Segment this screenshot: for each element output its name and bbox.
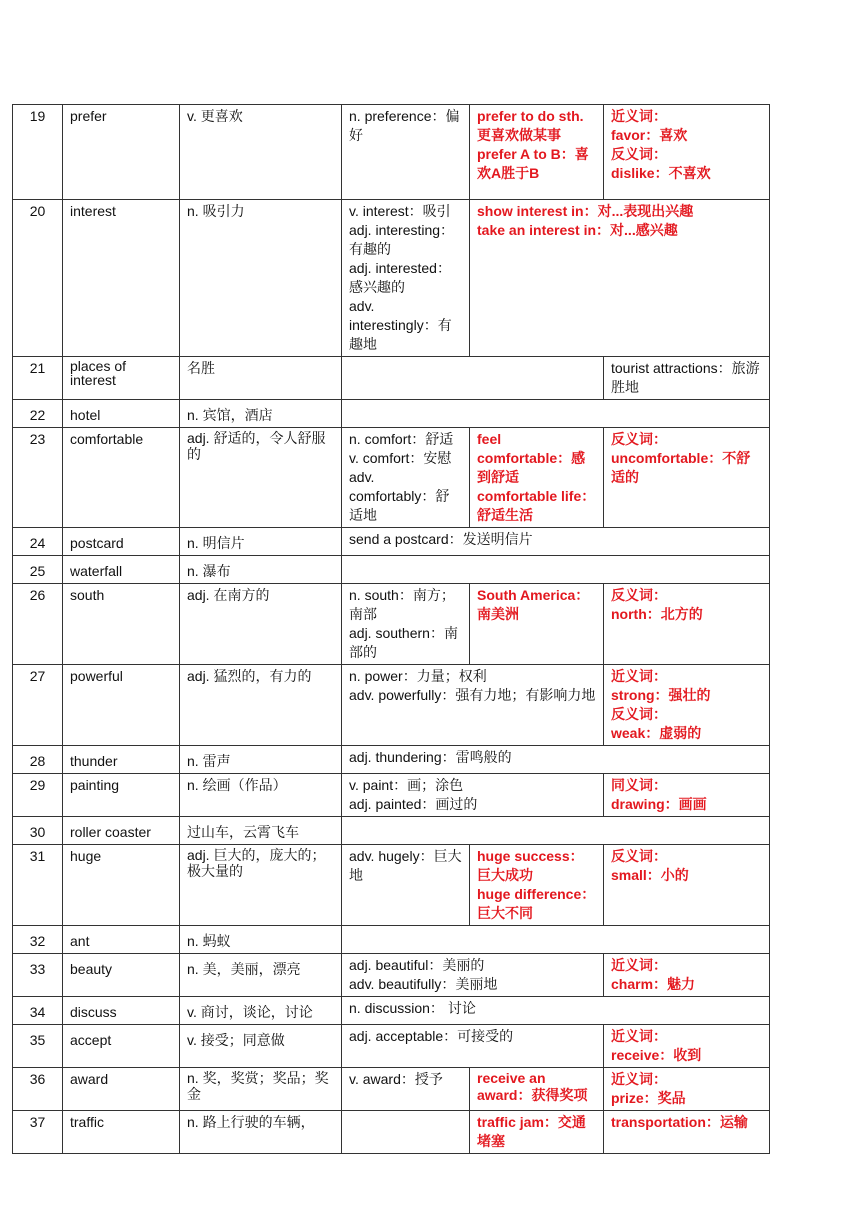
synonym-entry: receive：收到 bbox=[611, 1047, 702, 1063]
table-row bbox=[13, 428, 770, 528]
antonym-entry: north：北方的 bbox=[611, 606, 703, 622]
synonym-entry: tourist attractions：旅游胜地 bbox=[611, 360, 760, 395]
table-row bbox=[13, 926, 770, 954]
row-number: 29 bbox=[13, 774, 63, 817]
row-number: 22 bbox=[13, 400, 63, 428]
word: thunder bbox=[63, 746, 180, 774]
phrases bbox=[470, 584, 604, 665]
word: beauty bbox=[63, 954, 180, 997]
phrase: huge success：巨大成功 bbox=[477, 848, 584, 883]
synonym-label: 近义词： bbox=[611, 1071, 667, 1087]
synonyms-antonyms bbox=[604, 428, 770, 528]
row-number: 20 bbox=[13, 200, 63, 357]
antonym-entry: small：小的 bbox=[611, 867, 689, 883]
antonym-entry: dislike：不喜欢 bbox=[611, 165, 711, 181]
phrase: feel comfortable：感到舒适 bbox=[477, 431, 586, 485]
synonym-entry: transportation：运输 bbox=[611, 1114, 748, 1130]
phrases bbox=[470, 1111, 604, 1154]
synonyms-antonyms bbox=[604, 1068, 770, 1111]
part-of-speech: 过山车，云霄飞车 bbox=[180, 817, 342, 845]
row-extra: n. discussion： 讨论 bbox=[342, 997, 770, 1025]
part-of-speech: n. 路上行驶的车辆， bbox=[180, 1111, 342, 1154]
phrases bbox=[470, 428, 604, 528]
row-number: 35 bbox=[13, 1025, 63, 1068]
word: ant bbox=[63, 926, 180, 954]
word: discuss bbox=[63, 997, 180, 1025]
derived-forms bbox=[342, 1068, 470, 1111]
part-of-speech: v. 接受；同意做 bbox=[180, 1025, 342, 1068]
part-of-speech: n. 宾馆，酒店 bbox=[180, 400, 342, 428]
row-number: 26 bbox=[13, 584, 63, 665]
word: interest bbox=[63, 200, 180, 357]
synonyms-antonyms bbox=[604, 357, 770, 400]
row-number: 24 bbox=[13, 528, 63, 556]
part-of-speech: 名胜 bbox=[180, 357, 342, 400]
row-number: 21 bbox=[13, 357, 63, 400]
derived-form: adv. comfortably：舒适地 bbox=[349, 469, 450, 523]
phrase: prefer A to B：喜欢A胜于B bbox=[477, 146, 589, 181]
derived-and-phrases bbox=[342, 1025, 604, 1068]
antonym-label: 反义词： bbox=[611, 706, 667, 722]
synonym-entry: charm：魅力 bbox=[611, 976, 696, 992]
derived-forms bbox=[342, 428, 470, 528]
word: south bbox=[63, 584, 180, 665]
synonym-label: 同义词： bbox=[611, 777, 667, 793]
row-number: 37 bbox=[13, 1111, 63, 1154]
table-row bbox=[13, 665, 770, 746]
table-row bbox=[13, 584, 770, 665]
synonym-label: 近义词： bbox=[611, 1028, 667, 1044]
derived-form: adj. southern：南部的 bbox=[349, 625, 458, 660]
derived-form: adj. interested：感兴趣的 bbox=[349, 260, 451, 295]
table-row bbox=[13, 997, 770, 1025]
row-number: 36 bbox=[13, 1068, 63, 1111]
synonym-label: 近义词： bbox=[611, 108, 667, 124]
word: postcard bbox=[63, 528, 180, 556]
word: huge bbox=[63, 845, 180, 926]
phrase: take an interest in：对...感兴趣 bbox=[477, 222, 678, 238]
vocabulary-table bbox=[12, 104, 770, 1154]
antonym-label: 反义词： bbox=[611, 587, 667, 603]
row-number: 30 bbox=[13, 817, 63, 845]
table-row bbox=[13, 200, 770, 357]
table-row bbox=[13, 400, 770, 428]
phrase: receive an award：获得奖项 bbox=[477, 1070, 588, 1103]
derived-form: adv. hugely：巨大地 bbox=[349, 848, 462, 883]
part-of-speech: n. 明信片 bbox=[180, 528, 342, 556]
word: painting bbox=[63, 774, 180, 817]
word: roller coaster bbox=[63, 817, 180, 845]
phrases bbox=[470, 1068, 604, 1111]
derived-form: n. south：南方；南部 bbox=[349, 587, 455, 622]
word: prefer bbox=[63, 105, 180, 200]
row-number: 34 bbox=[13, 997, 63, 1025]
part-of-speech: v. 更喜欢 bbox=[180, 105, 342, 200]
derived-forms bbox=[342, 105, 470, 200]
derived-and-phrases bbox=[342, 954, 604, 997]
table-row bbox=[13, 1025, 770, 1068]
row-number: 19 bbox=[13, 105, 63, 200]
phrase: huge difference：巨大不同 bbox=[477, 886, 596, 921]
phrase: traffic jam：交通堵塞 bbox=[477, 1114, 586, 1149]
row-number: 32 bbox=[13, 926, 63, 954]
synonyms-antonyms bbox=[604, 845, 770, 926]
derived-forms bbox=[342, 200, 470, 357]
word: waterfall bbox=[63, 556, 180, 584]
synonym-label: 近义词： bbox=[611, 957, 667, 973]
row-number: 27 bbox=[13, 665, 63, 746]
row-number: 33 bbox=[13, 954, 63, 997]
word: powerful bbox=[63, 665, 180, 746]
derived-and-phrases bbox=[342, 665, 604, 746]
derived-and-phrases bbox=[342, 774, 604, 817]
derived-form: n. comfort：舒适 bbox=[349, 431, 454, 447]
part-of-speech: n. 雷声 bbox=[180, 746, 342, 774]
synonym-label: 近义词： bbox=[611, 668, 667, 684]
part-of-speech: v. 商讨，谈论，讨论 bbox=[180, 997, 342, 1025]
derived-form: adv. interestingly：有趣地 bbox=[349, 298, 452, 352]
part-of-speech: adj. 舒适的，令人舒服的 bbox=[180, 428, 342, 528]
derived-form: n. preference：偏好 bbox=[349, 108, 460, 143]
part-of-speech: n. 蚂蚁 bbox=[180, 926, 342, 954]
row-extra bbox=[342, 400, 770, 428]
derived-form: v. paint：画；涂色 bbox=[349, 777, 464, 793]
phrases bbox=[470, 105, 604, 200]
phrase: show interest in：对...表现出兴趣 bbox=[477, 203, 694, 219]
derived-forms bbox=[342, 845, 470, 926]
word: comfortable bbox=[63, 428, 180, 528]
derived-forms bbox=[342, 584, 470, 665]
antonym-label: 反义词： bbox=[611, 848, 667, 864]
synonyms-antonyms bbox=[604, 1025, 770, 1068]
synonym-entry: prize：奖品 bbox=[611, 1090, 686, 1106]
synonyms-antonyms bbox=[604, 774, 770, 817]
table-row bbox=[13, 817, 770, 845]
phrases bbox=[470, 845, 604, 926]
word: accept bbox=[63, 1025, 180, 1068]
table-row bbox=[13, 105, 770, 200]
synonym-entry: drawing：画画 bbox=[611, 796, 707, 812]
antonym-entry: uncomfortable：不舒适的 bbox=[611, 450, 751, 485]
table-row bbox=[13, 845, 770, 926]
derived-forms bbox=[342, 1111, 470, 1154]
row-number: 25 bbox=[13, 556, 63, 584]
derived-form: adv. beautifully：美丽地 bbox=[349, 976, 498, 992]
word: places of interest bbox=[63, 357, 180, 400]
derived-form: v. comfort：安慰 bbox=[349, 450, 452, 466]
row-extra bbox=[342, 556, 770, 584]
antonym-label: 反义词： bbox=[611, 146, 667, 162]
derived-and-phrases bbox=[342, 357, 604, 400]
word: award bbox=[63, 1068, 180, 1111]
part-of-speech: n. 美，美丽，漂亮 bbox=[180, 954, 342, 997]
synonyms-antonyms bbox=[604, 665, 770, 746]
part-of-speech: n. 吸引力 bbox=[180, 200, 342, 357]
synonyms-antonyms bbox=[604, 105, 770, 200]
derived-form: v. interest：吸引 bbox=[349, 203, 451, 219]
antonym-entry: weak：虚弱的 bbox=[611, 725, 702, 741]
part-of-speech: n. 奖，奖赏；奖品；奖金 bbox=[180, 1068, 342, 1111]
synonyms-antonyms bbox=[604, 1111, 770, 1154]
row-extra: adj. thundering：雷鸣般的 bbox=[342, 746, 770, 774]
synonyms-antonyms bbox=[604, 584, 770, 665]
table-row bbox=[13, 357, 770, 400]
derived-form: adj. interesting：有趣的 bbox=[349, 222, 455, 257]
derived-form: adv. powerfully：强有力地；有影响力地 bbox=[349, 687, 596, 703]
part-of-speech: adj. 巨大的，庞大的；极大量的 bbox=[180, 845, 342, 926]
antonym-label: 反义词： bbox=[611, 431, 667, 447]
table-row bbox=[13, 774, 770, 817]
row-number: 23 bbox=[13, 428, 63, 528]
phrases bbox=[470, 200, 770, 357]
table-row bbox=[13, 528, 770, 556]
table-row bbox=[13, 556, 770, 584]
part-of-speech: n. 瀑布 bbox=[180, 556, 342, 584]
table-row bbox=[13, 746, 770, 774]
row-extra: send a postcard：发送明信片 bbox=[342, 528, 770, 556]
word: traffic bbox=[63, 1111, 180, 1154]
derived-form: adj. acceptable：可接受的 bbox=[349, 1028, 514, 1044]
row-extra bbox=[342, 817, 770, 845]
table-row bbox=[13, 954, 770, 997]
part-of-speech: adj. 猛烈的，有力的 bbox=[180, 665, 342, 746]
part-of-speech: n. 绘画（作品） bbox=[180, 774, 342, 817]
derived-form: adj. painted：画过的 bbox=[349, 796, 478, 812]
row-number: 28 bbox=[13, 746, 63, 774]
row-extra bbox=[342, 926, 770, 954]
derived-form: adj. beautiful：美丽的 bbox=[349, 957, 485, 973]
synonyms-antonyms bbox=[604, 954, 770, 997]
phrase: South America：南美洲 bbox=[477, 587, 590, 622]
derived-form: n. power：力量；权利 bbox=[349, 668, 487, 684]
phrase: comfortable life：舒适生活 bbox=[477, 488, 596, 523]
part-of-speech: adj. 在南方的 bbox=[180, 584, 342, 665]
table-row bbox=[13, 1111, 770, 1154]
derived-form: v. award：授予 bbox=[349, 1071, 443, 1087]
word: hotel bbox=[63, 400, 180, 428]
row-number: 31 bbox=[13, 845, 63, 926]
phrase: prefer to do sth. 更喜欢做某事 bbox=[477, 108, 584, 143]
synonym-entry: favor：喜欢 bbox=[611, 127, 688, 143]
synonym-entry: strong：强壮的 bbox=[611, 687, 711, 703]
table-row bbox=[13, 1068, 770, 1111]
